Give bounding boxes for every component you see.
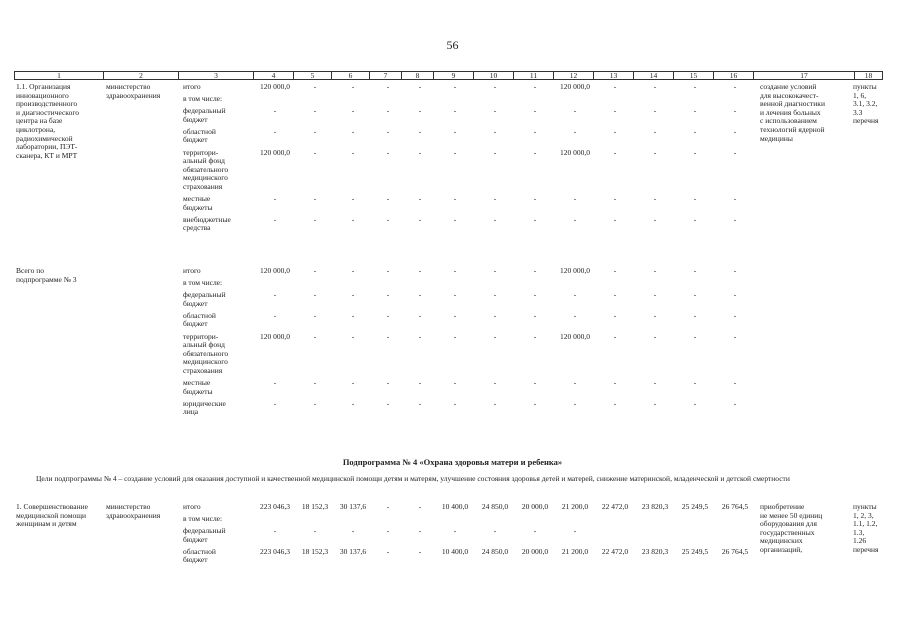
b2-cell-4-11: - [533,331,537,341]
b3-cell-2-11: - [533,526,537,536]
b1-expected-result: создание условий для высококачест- венной диагностики и лечения больных с использованием технологий ядерной медицины [760,82,825,143]
column-header-11: 11 [514,72,554,80]
b2-cell-7-10: - [493,398,497,408]
b3-expected-result: приобретение не менее 50 единиц оборудования для государственных медицинских организаций, [760,502,823,554]
b2-cell-2-13: - [613,290,617,300]
b2-label-2: федеральный бюджет [183,290,226,308]
b1-cell-3-8: - [418,126,422,136]
b1-cell-4-11: - [533,147,537,157]
goal-text-content: Цели подпрограммы № 4 – создание условий для оказания доступной и качественной медицинской помощи детям и матерям, улучшение состояния здоровья детей и матерей, снижение материнской, младенческой и детской смертности [36,474,790,483]
b3-cell-3-6: 30 137,6 [339,546,367,556]
b1-event-name: 1.1. Организация инновационного производственного и диагностического центра на базе циклотрона, радиохимической лаборатории, ПЭТ- сканера, КТ и МРТ [16,82,79,160]
b1-cell-4-13: - [613,147,617,157]
b1-cell-0-12: 120 000,0 [560,82,590,91]
b1-cell-6-11: - [533,214,537,224]
b2-cell-3-12: - [573,310,577,320]
b2-cell-3-9: - [453,310,457,320]
b3-cell-3-8: - [418,546,422,556]
b1-cell-0-7: - [386,82,390,91]
b2-cell-4-13: - [613,331,617,341]
b2-cell-2-5: - [313,290,317,300]
column-header-1: 1 [15,72,104,80]
b1-cell-2-15: - [693,106,697,116]
b1-cell-3-6: - [351,126,355,136]
b1-label-1: в том числе: [183,94,223,104]
b2-cell-2-4: - [273,290,277,300]
b3-cell-0-14: 23 820,3 [641,502,669,511]
b3-cell-0-15: 25 249,5 [681,502,709,511]
b1-cell-5-11: - [533,194,537,204]
b3-label-0: итого [183,502,201,511]
b2-cell-5-10: - [493,378,497,388]
b2-cell-5-7: - [386,378,390,388]
b1-cell-3-13: - [613,126,617,136]
b2-cell-0-11: - [533,266,537,275]
b2-cell-3-6: - [351,310,355,320]
b3-cell-0-5: 18 152,3 [301,502,329,511]
b2-cell-4-14: - [653,331,657,341]
b1-cell-5-10: - [493,194,497,204]
b2-cell-5-12: - [573,378,577,388]
b3-cell-3-13: 22 472,0 [601,546,629,556]
b2-cell-0-9: - [453,266,457,275]
b1-label-6: внебюджетные средства [183,214,231,233]
b2-cell-4-7: - [386,331,390,341]
b2-cell-3-5: - [313,310,317,320]
b2-cell-5-5: - [313,378,317,388]
b1-cell-3-16: - [733,126,737,136]
b3-cell-3-9: 10 400,0 [441,546,469,556]
b1-cell-0-6: - [351,82,355,91]
b1-cell-4-14: - [653,147,657,157]
b1-cell-2-14: - [653,106,657,116]
b2-cell-2-12: - [573,290,577,300]
b2-cell-3-16: - [733,310,737,320]
b2-cell-7-15: - [693,398,697,408]
b3-cell-2-8: - [418,526,422,536]
b2-cell-0-16: - [733,266,737,275]
b1-cell-6-14: - [653,214,657,224]
b3-label-2: федеральный бюджет [183,526,226,544]
b3-cell-3-16: 26 764,5 [721,546,749,556]
b1-cell-5-4: - [273,194,277,204]
b1-cell-4-6: - [351,147,355,157]
b1-cell-4-12: 120 000,0 [560,147,590,157]
b1-cell-5-12: - [573,194,577,204]
b2-cell-4-6: - [351,331,355,341]
b3-cell-3-4: 223 046,3 [260,546,290,556]
column-header-13: 13 [594,72,634,80]
b1-cell-4-4: 120 000,0 [260,147,290,157]
b2-cell-0-6: - [351,266,355,275]
b1-cell-0-8: - [418,82,422,91]
b3-cell-2-7: - [386,526,390,536]
b1-cell-2-8: - [418,106,422,116]
b2-label-1: в том числе: [183,278,223,288]
b2-cell-7-9: - [453,398,457,408]
b2-cell-0-15: - [693,266,697,275]
b2-cell-4-5: - [313,331,317,341]
b2-cell-4-8: - [418,331,422,341]
b2-cell-0-4: 120 000,0 [260,266,290,275]
b2-cell-4-9: - [453,331,457,341]
b2-cell-7-16: - [733,398,737,408]
b2-cell-3-11: - [533,310,537,320]
b1-label-3: областной бюджет [183,126,216,145]
column-number-header [14,71,883,80]
b1-cell-4-7: - [386,147,390,157]
b1-cell-2-10: - [493,106,497,116]
b2-label-0: итого [183,266,201,275]
b2-cell-5-13: - [613,378,617,388]
b1-cell-0-5: - [313,82,317,91]
b3-executor: министерство здравоохранения [106,502,161,520]
b2-cell-5-9: - [453,378,457,388]
b3-cell-0-11: 20 000,0 [521,502,549,511]
b3-cell-3-11: 20 000,0 [521,546,549,556]
b1-cell-0-9: - [453,82,457,91]
b1-cell-6-16: - [733,214,737,224]
b1-cell-2-7: - [386,106,390,116]
b2-cell-4-15: - [693,331,697,341]
b3-cell-3-5: 18 152,3 [301,546,329,556]
b1-cell-5-6: - [351,194,355,204]
b1-cell-0-11: - [533,82,537,91]
b3-cell-2-10: - [493,526,497,536]
b1-cell-0-4: 120 000,0 [260,82,290,91]
b3-cell-3-14: 23 820,3 [641,546,669,556]
b2-label-7: юридические лица [183,398,226,417]
b1-cell-0-16: - [733,82,737,91]
b2-cell-2-6: - [351,290,355,300]
b1-cell-0-13: - [613,82,617,91]
b2-cell-3-8: - [418,310,422,320]
column-header-3: 3 [179,72,254,80]
b3-cell-2-6: - [351,526,355,536]
b3-links: пункты 1, 2, 3, 1.1, 1.2, 1.3, 1.26 перечня [853,502,879,554]
b1-cell-2-11: - [533,106,537,116]
b1-cell-6-10: - [493,214,497,224]
b1-cell-4-9: - [453,147,457,157]
b3-cell-0-10: 24 850,0 [481,502,509,511]
b3-cell-0-8: - [418,502,422,511]
b2-cell-2-11: - [533,290,537,300]
b3-cell-0-6: 30 137,6 [339,502,367,511]
b3-label-1: в том числе: [183,514,223,524]
b1-label-4: территори- альный фонд обязательного медицинского страхования [183,147,229,191]
b2-cell-7-6: - [351,398,355,408]
b1-cell-6-12: - [573,214,577,224]
b3-cell-3-10: 24 850,0 [481,546,509,556]
b1-cell-3-9: - [453,126,457,136]
column-header-8: 8 [402,72,434,80]
b3-cell-3-7: - [386,546,390,556]
b1-cell-3-5: - [313,126,317,136]
b1-cell-6-9: - [453,214,457,224]
b1-cell-5-9: - [453,194,457,204]
column-header-2: 2 [104,72,179,80]
b1-cell-6-15: - [693,214,697,224]
b2-cell-2-14: - [653,290,657,300]
b2-cell-2-15: - [693,290,697,300]
b3-cell-2-9: - [453,526,457,536]
b2-cell-5-11: - [533,378,537,388]
b2-cell-7-13: - [613,398,617,408]
b2-cell-0-12: 120 000,0 [560,266,590,275]
b2-cell-7-5: - [313,398,317,408]
b1-cell-2-13: - [613,106,617,116]
b3-cell-2-4: - [273,526,277,536]
b1-cell-6-5: - [313,214,317,224]
b1-cell-2-9: - [453,106,457,116]
b2-cell-3-10: - [493,310,497,320]
b1-cell-2-12: - [573,106,577,116]
b1-links: пункты 1, 6, 3.1, 3.2, 3.3 перечня [853,82,879,126]
b1-cell-4-16: - [733,147,737,157]
b1-cell-2-5: - [313,106,317,116]
b1-cell-5-13: - [613,194,617,204]
b1-cell-3-11: - [533,126,537,136]
b2-cell-0-5: - [313,266,317,275]
b3-cell-3-12: 21 200,0 [561,546,589,556]
b1-cell-5-15: - [693,194,697,204]
column-header-15: 15 [674,72,714,80]
b1-cell-0-10: - [493,82,497,91]
b2-label-5: местные бюджеты [183,378,213,396]
b2-cell-5-8: - [418,378,422,388]
b1-cell-4-10: - [493,147,497,157]
b2-cell-4-10: - [493,331,497,341]
b3-cell-0-4: 223 046,3 [260,502,290,511]
b3-cell-2-5: - [313,526,317,536]
b2-cell-7-8: - [418,398,422,408]
b3-cell-0-9: 10 400,0 [441,502,469,511]
column-header-6: 6 [332,72,370,80]
b1-label-0: итого [183,82,201,91]
b2-cell-7-14: - [653,398,657,408]
b2-cell-5-6: - [351,378,355,388]
column-header-18: 18 [855,72,883,80]
b3-cell-3-15: 25 249,5 [681,546,709,556]
b2-cell-0-14: - [653,266,657,275]
b2-cell-2-9: - [453,290,457,300]
b2-cell-0-8: - [418,266,422,275]
column-header-4: 4 [254,72,294,80]
column-header-16: 16 [714,72,754,80]
b1-cell-6-13: - [613,214,617,224]
column-header-17: 17 [754,72,855,80]
b2-cell-4-12: 120 000,0 [560,331,590,341]
b1-label-2: федеральный бюджет [183,106,226,124]
column-header-10: 10 [474,72,514,80]
b1-cell-3-12: - [573,126,577,136]
b2-total-name: Всего по подпрограмме № 3 [16,266,77,284]
b1-cell-5-16: - [733,194,737,204]
b2-cell-2-7: - [386,290,390,300]
b2-cell-7-4: - [273,398,277,408]
b3-event-name: 1. Совершенствование медицинской помощи женщинам и детям [16,502,88,529]
column-header-9: 9 [434,72,474,80]
b1-executor: министерство здравоохранения [106,82,161,100]
b2-cell-3-14: - [653,310,657,320]
b1-cell-3-14: - [653,126,657,136]
b2-cell-7-7: - [386,398,390,408]
b3-label-3: областной бюджет [183,546,216,565]
b1-cell-6-7: - [386,214,390,224]
b2-cell-2-16: - [733,290,737,300]
b1-cell-2-16: - [733,106,737,116]
b2-cell-5-4: - [273,378,277,388]
b1-cell-6-4: - [273,214,277,224]
column-header-14: 14 [634,72,674,80]
b2-cell-0-7: - [386,266,390,275]
b1-cell-3-7: - [386,126,390,136]
b3-cell-0-13: 22 472,0 [601,502,629,511]
b2-cell-3-15: - [693,310,697,320]
column-header-12: 12 [554,72,594,80]
b2-label-3: областной бюджет [183,310,216,329]
section-title: Подпрограмма № 4 «Охрана здоровья матери и ребенка» [342,457,563,467]
b1-cell-4-8: - [418,147,422,157]
b1-cell-2-4: - [273,106,277,116]
column-header-7: 7 [370,72,402,80]
page-number: 56 [446,38,459,52]
b2-cell-5-15: - [693,378,697,388]
b1-cell-6-8: - [418,214,422,224]
b1-cell-3-4: - [273,126,277,136]
b3-cell-0-16: 26 764,5 [721,502,749,511]
b2-cell-2-10: - [493,290,497,300]
b2-label-4: территори- альный фонд обязательного медицинского страхования [183,331,229,375]
b1-cell-5-8: - [418,194,422,204]
b1-cell-3-10: - [493,126,497,136]
b2-cell-3-13: - [613,310,617,320]
b2-cell-3-4: - [273,310,277,320]
b3-cell-0-7: - [386,502,390,511]
b2-cell-3-7: - [386,310,390,320]
b2-cell-5-16: - [733,378,737,388]
b2-cell-4-16: - [733,331,737,341]
b2-cell-5-14: - [653,378,657,388]
b1-cell-5-14: - [653,194,657,204]
b3-cell-2-12: - [573,526,577,536]
b1-cell-2-6: - [351,106,355,116]
b3-cell-0-12: 21 200,0 [561,502,589,511]
b2-cell-2-8: - [418,290,422,300]
b1-cell-6-6: - [351,214,355,224]
column-header-5: 5 [294,72,332,80]
b1-label-5: местные бюджеты [183,194,213,212]
b1-cell-0-14: - [653,82,657,91]
b2-cell-4-4: 120 000,0 [260,331,290,341]
b1-cell-0-15: - [693,82,697,91]
b1-cell-5-7: - [386,194,390,204]
b2-cell-0-10: - [493,266,497,275]
b2-cell-0-13: - [613,266,617,275]
b1-cell-4-15: - [693,147,697,157]
b2-cell-7-12: - [573,398,577,408]
b2-cell-7-11: - [533,398,537,408]
b1-cell-4-5: - [313,147,317,157]
b1-cell-5-5: - [313,194,317,204]
goal-text [18,474,884,483]
b1-cell-3-15: - [693,126,697,136]
